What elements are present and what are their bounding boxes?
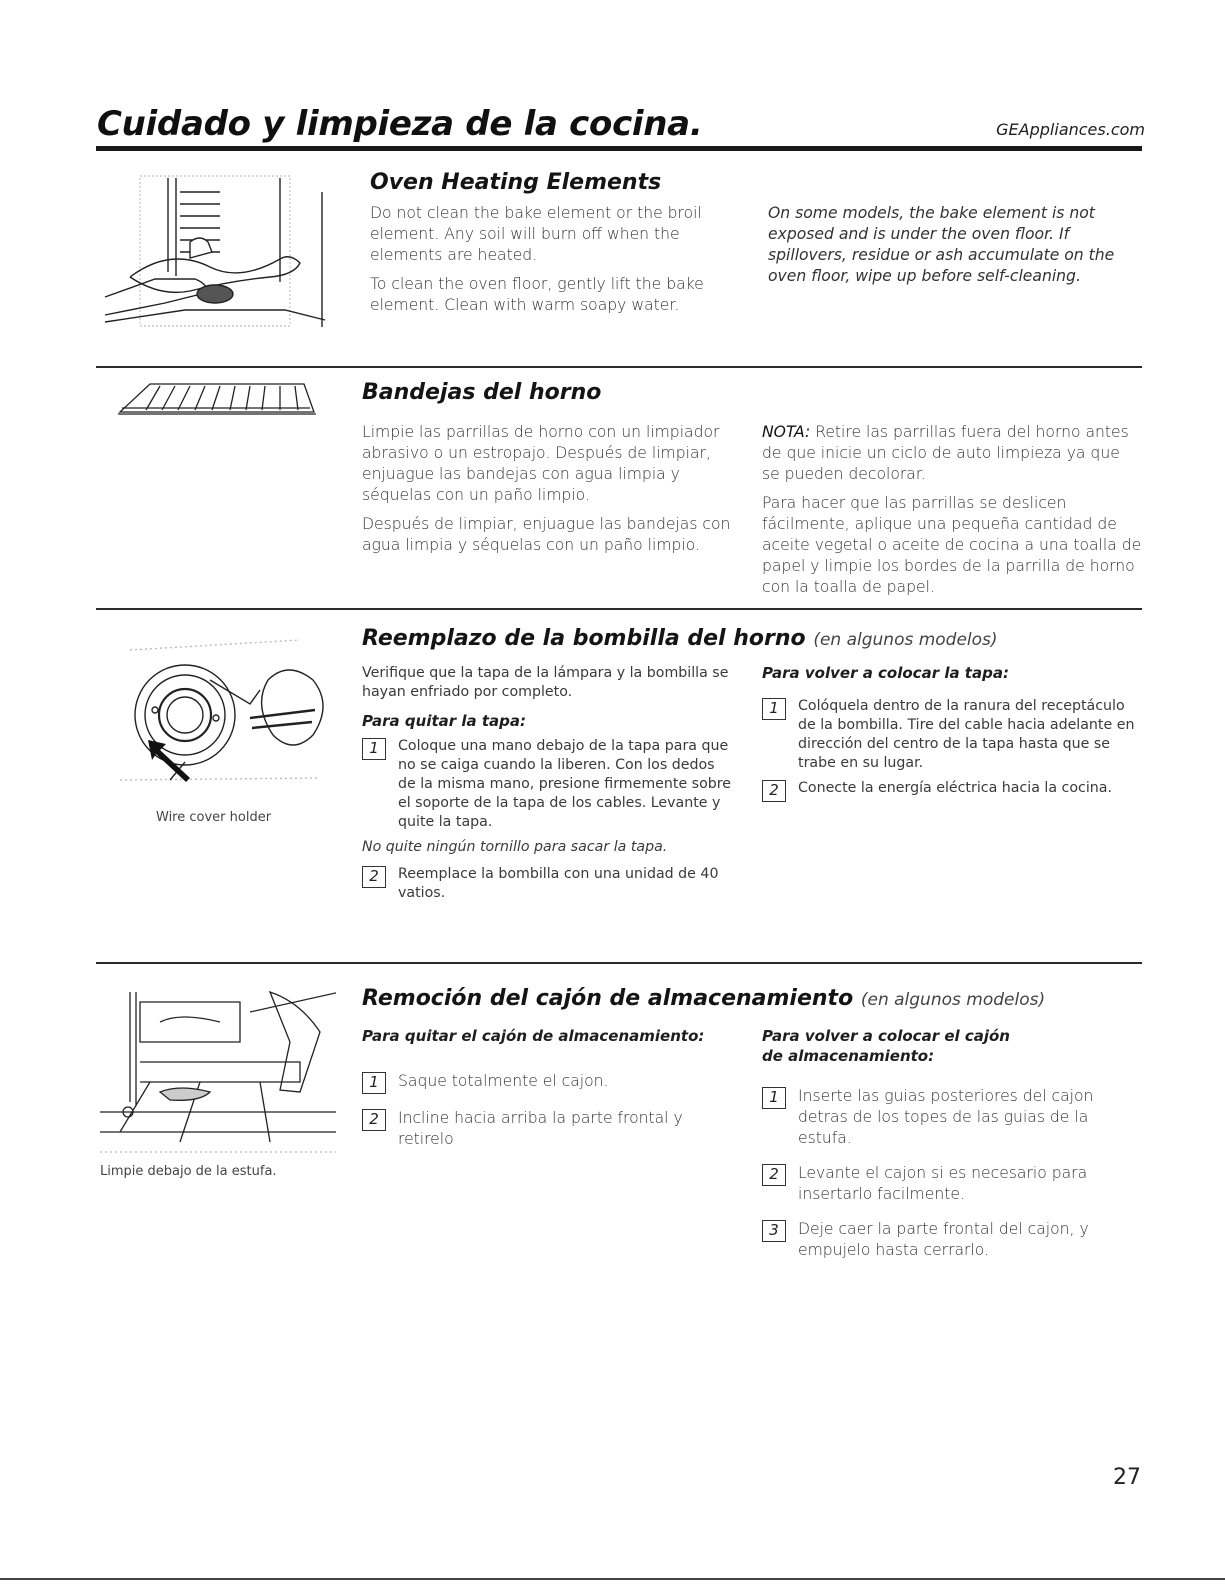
- drawer-right-column: [762, 1026, 1140, 1267]
- step-number: 2: [762, 780, 786, 802]
- heating-left-column: [370, 203, 720, 324]
- racks-right-column: [762, 422, 1142, 606]
- step-number: 2: [362, 866, 386, 888]
- racks-section-title: Bandejas del horno: [362, 380, 602, 405]
- step-number: 2: [762, 1164, 786, 1186]
- bulb-remove-step: [362, 865, 732, 903]
- racks-left-column: [362, 422, 744, 564]
- drawer-remove-step: [362, 1071, 732, 1094]
- page-title: Cuidado y limpieza de la cocina.: [97, 104, 703, 144]
- page-bottom-edge: [0, 1578, 1225, 1580]
- drawer-replace-step: [762, 1163, 1140, 1205]
- wire-cover-caption: Wire cover holder: [156, 810, 272, 825]
- drawer-remove-step: [362, 1108, 732, 1150]
- section-divider: [96, 962, 1142, 964]
- racks-paragraph-1: Limpie las parrillas de horno con un limpiador abrasivo o un estropajo. Después de limpiar, enjuague las bandejas con agua limpia y séquelas con un paño limpio.: [362, 423, 720, 504]
- drawer-replace-step: [762, 1219, 1140, 1261]
- section-divider: [96, 366, 1142, 368]
- replace-cover-heading: Para volver a colocar la tapa:: [762, 664, 1009, 682]
- bulb-left-column: [362, 664, 732, 909]
- step-number: 1: [362, 1072, 386, 1094]
- drawer-left-column: [362, 1026, 732, 1156]
- step-text: Incline hacia arriba la parte frontal y retirelo: [398, 1109, 683, 1148]
- bulb-intro: Verifique que la tapa de la lámpara y la bombilla se hayan enfriado por completo.: [362, 665, 729, 700]
- header-rule: [96, 146, 1142, 151]
- heating-section-title: Oven Heating Elements: [370, 170, 662, 195]
- bulb-right-column: [762, 664, 1140, 808]
- drawer-removal-illustration: [100, 982, 336, 1158]
- step-number: 1: [762, 698, 786, 720]
- remove-cover-heading: Para quitar la tapa:: [362, 712, 527, 730]
- step-text: Deje caer la parte frontal del cajon, y empujelo hasta cerrarlo.: [798, 1220, 1089, 1259]
- remove-drawer-heading: Para quitar el cajón de almacenamiento:: [362, 1027, 705, 1045]
- racks-paragraph-3: Para hacer que las parrillas se deslicen fácilmente, aplique una pequeña cantidad de aceite vegetal o aceite de cocina a una toalla de papel y limpie los bordes de la parrilla de horno con la toalla de papel.: [762, 494, 1142, 596]
- heating-paragraph-1: Do not clean the bake element or the broil element. Any soil will burn off when the elements are heated.: [370, 204, 702, 264]
- bulb-replace-step: [762, 697, 1140, 773]
- step-text: Coloque una mano debajo de la tapa para que no se caiga cuando la liberen. Con los dedos de la misma mano, presione firmemente sobre el soporte de la tapa de los cables. Levante y quite la tapa.: [398, 738, 732, 830]
- step-text: Saque totalmente el cajon.: [398, 1072, 609, 1090]
- replace-drawer-heading: Para volver a colocar el cajón de almacenamiento:: [762, 1027, 1010, 1065]
- step-text: Inserte las guias posteriores del cajon detras de los topes de las guias de la estufa.: [798, 1087, 1094, 1147]
- website-link[interactable]: GEAppliances.com: [996, 120, 1145, 139]
- step-text: Conecte la energía eléctrica hacia la cocina.: [798, 780, 1112, 796]
- heating-element-illustration: [100, 172, 332, 332]
- step-number: 1: [362, 738, 386, 760]
- heating-note: On some models, the bake element is not exposed and is under the oven floor. If spillovers, residue or ash accumulate on the oven floor, wipe up before self-cleaning.: [768, 204, 1115, 285]
- heating-paragraph-2: To clean the oven floor, gently lift the bake element. Clean with warm soapy water.: [370, 275, 704, 314]
- bulb-cover-illustration: [100, 630, 334, 810]
- step-text: Reemplace la bombilla con una unidad de 40 vatios.: [398, 866, 719, 901]
- bulb-remove-step: [362, 737, 732, 832]
- note-text: Retire las parrillas fuera del horno antes de que inicie un ciclo de auto limpieza ya que se pueden decolorar.: [762, 423, 1129, 483]
- drawer-caption: Limpie debajo de la estufa.: [100, 1164, 277, 1179]
- step-number: 2: [362, 1109, 386, 1131]
- step-text: Colóquela dentro de la ranura del receptáculo de la bombilla. Tire del cable hacia adelante en dirección del centro de la tapa hasta que se trabe en su lugar.: [798, 698, 1135, 771]
- heating-right-column: [768, 203, 1123, 295]
- drawer-replace-step: [762, 1086, 1140, 1149]
- section-divider: [96, 608, 1142, 610]
- note-label: NOTA:: [762, 423, 811, 441]
- drawer-section-title: Remoción del cajón de almacenamiento (en algunos modelos): [362, 986, 1046, 1011]
- step-number: 3: [762, 1220, 786, 1242]
- page-number: 27: [1113, 1465, 1141, 1490]
- oven-rack-illustration: [100, 378, 336, 426]
- bulb-section-title: Reemplazo de la bombilla del horno (en algunos modelos): [362, 626, 998, 651]
- step-number: 1: [762, 1087, 786, 1109]
- bulb-replace-step: [762, 779, 1140, 802]
- step-text: Levante el cajon si es necesario para insertarlo facilmente.: [798, 1164, 1088, 1203]
- bulb-remove-note: No quite ningún tornillo para sacar la tapa.: [362, 839, 668, 855]
- racks-paragraph-2: Después de limpiar, enjuague las bandejas con agua limpia y séquelas con un paño limpio.: [362, 515, 731, 554]
- racks-note: [762, 422, 1142, 485]
